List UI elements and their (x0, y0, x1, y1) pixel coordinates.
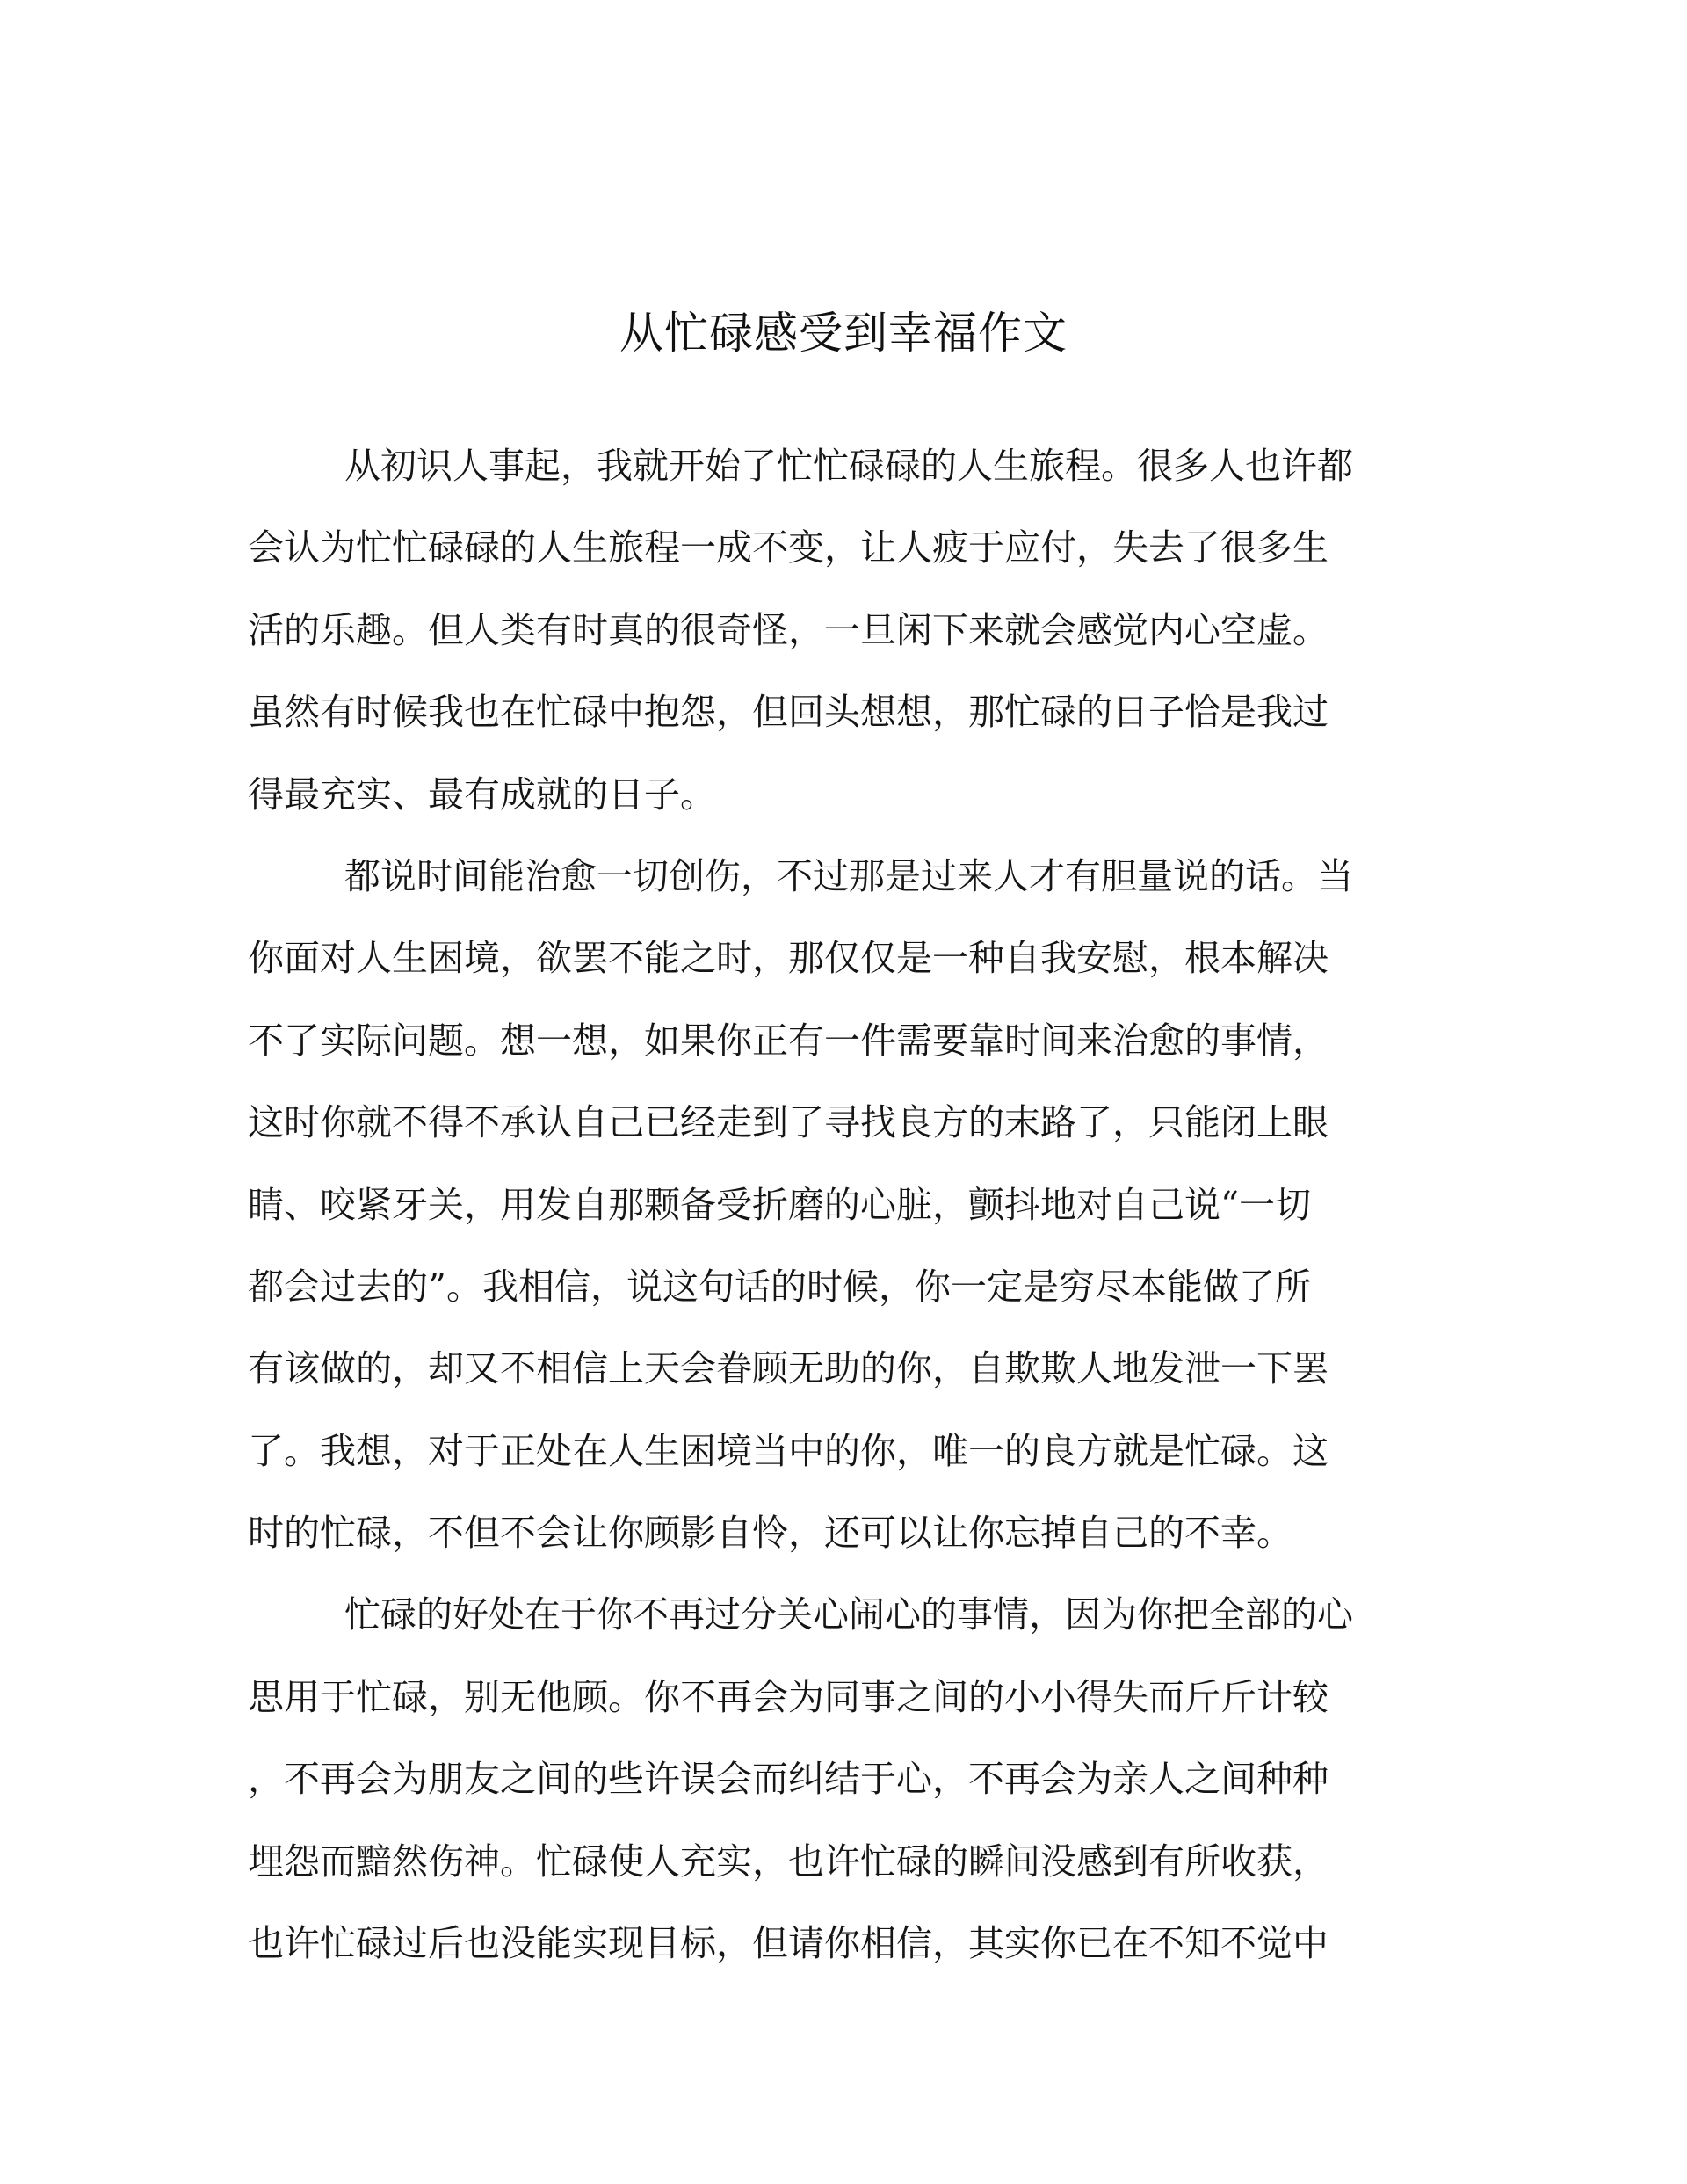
text-line: 这时你就不得不承认自己已经走到了寻找良方的末路了，只能闭上眼 (248, 1101, 1329, 1144)
text-line: 时的忙碌，不但不会让你顾影自怜，还可以让你忘掉自己的不幸。 (248, 1512, 1292, 1555)
text-line: 不了实际问题。想一想，如果你正有一件需要靠时间来治愈的事情， (248, 1019, 1329, 1062)
text-line: 得最充实、最有成就的日子。 (248, 773, 716, 816)
text-line: 虽然有时候我也在忙碌中抱怨，但回头想想，那忙碌的日子恰是我过 (248, 691, 1329, 734)
text-line: 有该做的，却又不相信上天会眷顾无助的你，自欺欺人地发泄一下罢 (248, 1347, 1329, 1390)
text-line: 都会过去的”。我相信，说这句话的时候，你一定是穷尽本能做了所 (248, 1265, 1311, 1308)
text-line: 了。我想，对于正处在人生困境当中的你，唯一的良方就是忙碌。这 (248, 1429, 1329, 1472)
text-line: 埋怨而黯然伤神。忙碌使人充实，也许忙碌的瞬间没感到有所收获， (248, 1839, 1329, 1883)
text-line: 活的乐趣。但人类有时真的很奇怪，一旦闲下来就会感觉内心空虚。 (248, 608, 1329, 651)
text-line: 思用于忙碌，别无他顾。你不再会为同事之间的小小得失而斤斤计较 (248, 1675, 1329, 1718)
text-line: 也许忙碌过后也没能实现目标，但请你相信，其实你已在不知不觉中 (248, 1922, 1329, 1965)
text-line: 睛、咬紧牙关，用发自那颗备受折磨的心脏，颤抖地对自己说“一切 (248, 1183, 1311, 1226)
text-line: 你面对人生困境，欲罢不能之时，那仅仅是一种自我安慰，根本解决 (248, 937, 1329, 980)
text-line: 会认为忙忙碌碌的人生旅程一成不变，让人疲于应付，失去了很多生 (248, 526, 1329, 570)
text-line: 都说时间能治愈一切创伤，不过那是过来人才有胆量说的话。当 (344, 854, 1353, 897)
text-line: ，不再会为朋友之间的些许误会而纠结于心，不再会为亲人之间种种 (248, 1758, 1329, 1801)
document-body (248, 425, 1443, 1984)
text-line: 忙碌的好处在于你不再过分关心闹心的事情，因为你把全部的心 (344, 1593, 1353, 1636)
text-line: 从初识人事起，我就开始了忙忙碌碌的人生旅程。很多人也许都 (344, 445, 1353, 487)
document-title: 从忙碌感受到幸福作文 (619, 307, 1068, 359)
